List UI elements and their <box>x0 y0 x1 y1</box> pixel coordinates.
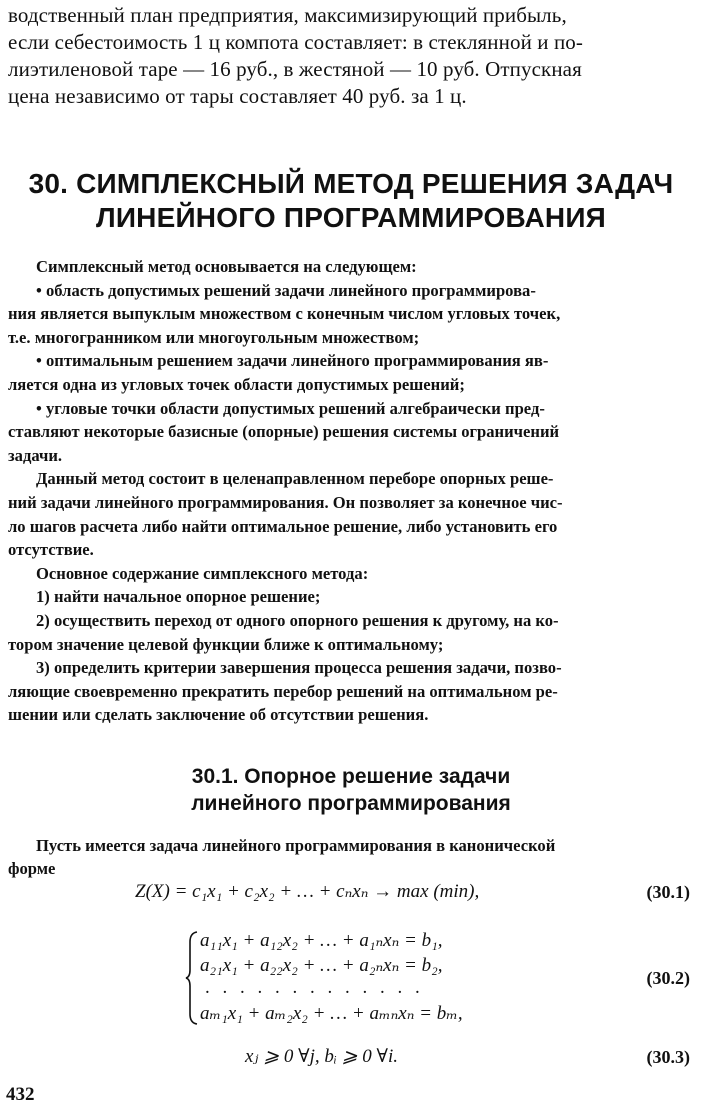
lead-in-line: форме <box>8 859 56 878</box>
body-line: ния является выпуклым множеством с конечным числом угловых точек, <box>8 304 561 324</box>
system-row-ellipsis: . . . . . . . . . . . . . <box>205 977 424 998</box>
left-brace <box>185 930 199 1026</box>
system-row: a₁₁x₁ + a₁₂x₂ + … + a₁ₙxₙ = b₁, <box>200 930 443 951</box>
equation-number: (30.1) <box>646 882 690 902</box>
equation-30-3: xⱼ ⩾ 0 ∀j, bᵢ ⩾ 0 ∀i. <box>245 1046 399 1067</box>
equation-30-1: Z(X) = c₁x₁ + c₂x₂ + … + cₙxₙ → max (min), <box>135 881 480 902</box>
body-line: 2) осуществить переход от одного опорного решения к другому, на ко- <box>36 611 559 630</box>
intro-line: если себестоимость 1 ц компота составляет: в стеклянной и по- <box>8 30 583 54</box>
body-line: ляющие своевременно прекратить перебор решений на оптимальном ре- <box>8 681 558 701</box>
intro-line: водственный план предприятия, максимизирующий прибыль, <box>8 3 567 27</box>
body-line: отсутствие. <box>8 540 94 560</box>
body-line: Симплексный метод основывается на следующем: <box>36 257 417 276</box>
page-number: 432 <box>6 1084 35 1105</box>
body-line: ло шагов расчета либо найти оптимальное решение, либо установить его <box>8 516 558 536</box>
chapter-title-line-2: ЛИНЕЙНОГО ПРОГРАММИРОВАНИЯ <box>96 202 606 233</box>
body-line: • угловые точки области допустимых решений алгебраически пред- <box>36 398 545 418</box>
lead-in-line: Пусть имеется задача линейного программирования в канонической <box>36 836 556 855</box>
equation-number: (30.3) <box>646 1047 690 1067</box>
body-line: Данный метод состоит в целенаправленном переборе опорных реше- <box>36 469 554 489</box>
intro-line: лиэтиленовой таре — 16 руб., в жестяной — 10 руб. Отпускная <box>8 57 582 81</box>
section-title-line-2: линейного программирования <box>191 792 511 815</box>
system-row: aₘ₁x₁ + aₘ₂x₂ + … + aₘₙxₙ = bₘ, <box>200 1003 463 1024</box>
body-line: • область допустимых решений задачи линейного программирова- <box>36 280 536 300</box>
body-line: ставляют некоторые базисные (опорные) решения системы ограничений <box>8 422 560 442</box>
body-line: задачи. <box>8 445 63 465</box>
body-line: шении или сделать заключение об отсутствии решения. <box>8 705 429 725</box>
body-line: ний задачи линейного программирования. Он позволяет за конечное чис- <box>8 493 563 512</box>
body-line: ляется одна из угловых точек области допустимых решений; <box>8 375 465 394</box>
intro-line: цена независимо от тары составляет 40 руб. за 1 ц. <box>8 84 467 108</box>
body-line: т.е. многогранником или многоугольным множеством; <box>8 327 420 347</box>
body-line: 1) найти начальное опорное решение; <box>36 587 321 607</box>
section-title-line-1: 30.1. Опорное решение задачи <box>191 765 511 788</box>
body-line: тором значение целевой функции ближе к оптимальному; <box>8 634 444 654</box>
chapter-title-line-1: 30. СИМПЛЕКСНЫЙ МЕТОД РЕШЕНИЯ ЗАДАЧ <box>28 168 674 199</box>
system-row: a₂₁x₁ + a₂₂x₂ + … + a₂ₙxₙ = b₂, <box>200 955 443 976</box>
equation-number: (30.2) <box>646 968 690 988</box>
body-line: Основное содержание симплексного метода: <box>36 563 369 583</box>
body-line: • оптимальным решением задачи линейного программирования яв- <box>36 351 549 371</box>
body-line: 3) определить критерии завершения процесса решения задачи, позво- <box>36 658 562 678</box>
